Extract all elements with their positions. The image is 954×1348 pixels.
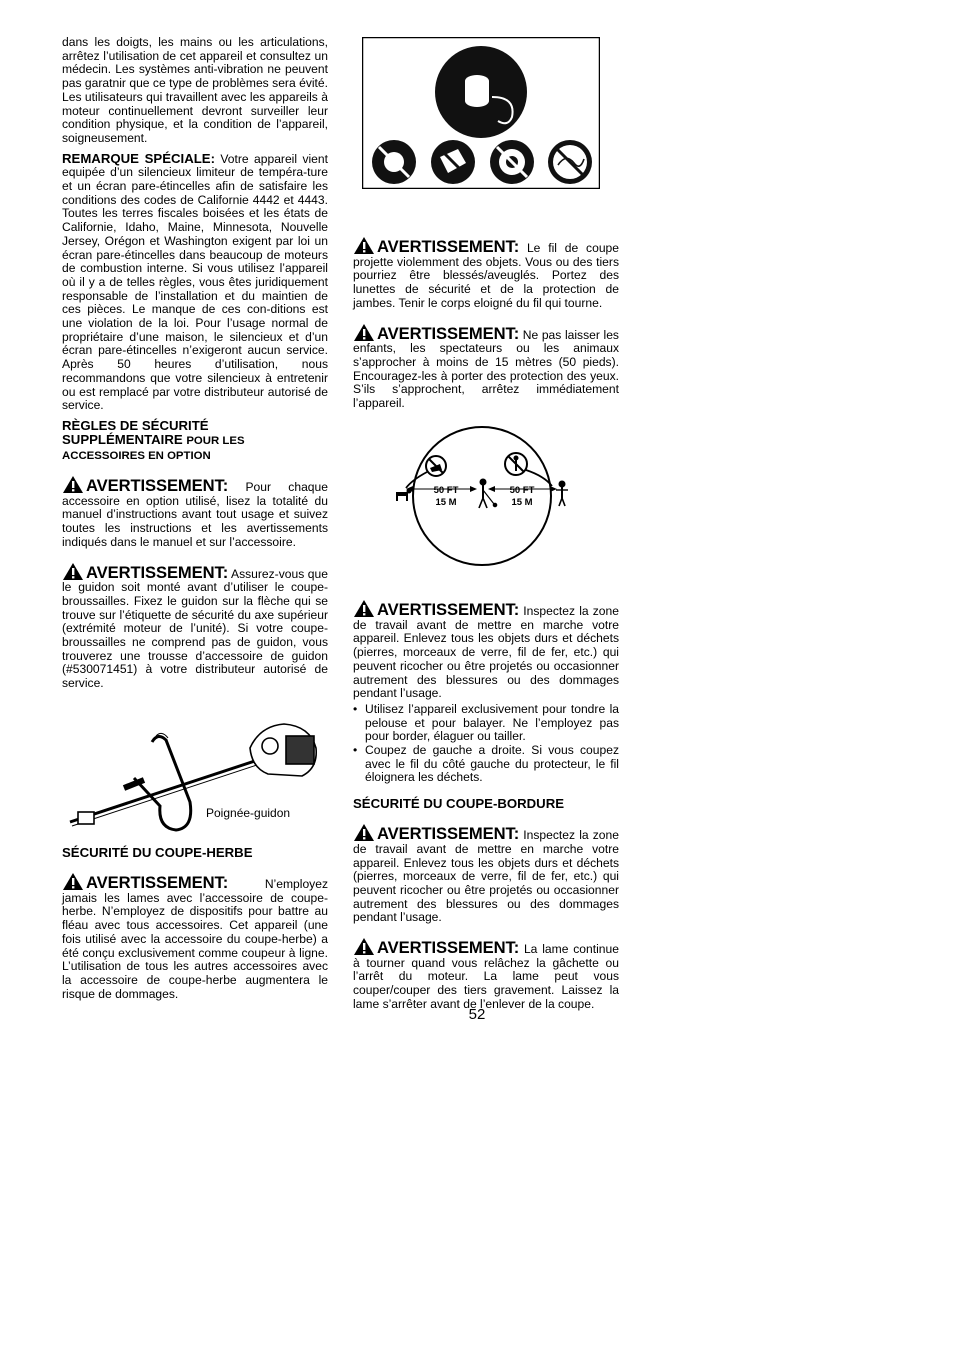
prohibited-saw-icon (431, 140, 475, 184)
warning-5 (353, 323, 619, 411)
warning-3 (62, 872, 328, 1001)
dog-figure-icon (396, 489, 412, 502)
no-animals-icon (426, 456, 446, 476)
warning-triangle-icon (353, 823, 375, 842)
warning-triangle-icon (62, 872, 84, 891)
distance-m-right: 15 M (511, 497, 533, 508)
page-number: 52 (468, 1006, 486, 1023)
warning-1-label: AVERTISSEMENT: (86, 475, 229, 495)
bystander-figure-icon (556, 481, 568, 506)
distance-m-left: 15 M (435, 497, 457, 508)
right-column-upper (353, 236, 619, 411)
prohibited-brush-icon (490, 140, 534, 184)
warning-5-text: Ne pas laisser les enfants, les spectateurs ou les animaux s’approcher à moins de 15 mètres (50 pieds). Encouragez-les à porter des protection des yeux. S’ils s’approchent, arrêtez immédiatement l’appareil. (353, 327, 619, 411)
warning-triangle-icon (62, 562, 84, 581)
warning-1 (62, 475, 328, 550)
safety-pictogram-panel (362, 37, 600, 189)
edger-heading: SÉCURITÉ DU COUPE-BORDURE (353, 796, 565, 812)
left-column-lower (62, 846, 328, 1001)
accessory-heading (62, 419, 328, 463)
prohibited-line-icon (548, 140, 592, 184)
special-note (62, 152, 328, 413)
grass-heading: SÉCURITÉ DU COUPE-HERBE (62, 845, 253, 860)
warning-4-text: Le fil de coupe projette violemment des objets. Vous ou des tiers pourriez être blessés/aveuglés. Portez des lunettes de sécurité et de la protection de jambes. Tenir le corps eloigné du fil qui tourne. (353, 241, 619, 310)
warning-triangle-icon (353, 937, 375, 956)
warning-8-label: AVERTISSEMENT: (377, 938, 520, 958)
special-note-text: Votre appareil vient equipée d’un silencieux limiteur de tempéra-ture et un écran pare-étincelles afin de satisfaire les conditions des codes de Californie 4442 et 4443. Toutes les terres fiscales boisées et les états de Californie, Idaho, Maine, Minnesota, Nouvelle Jersey, Orégon et Washington exigent par loi un écran pare-étincelles dans beaucoup de moteurs de combustion interne. Si vous utilisez l’appareil où il y a de telles règles, vous êtes juridiquement responsable de l’installation et du maintien de ces pièces. Le manque de ces con-ditions est une violation de la loi. Pour l’usage normal de propriétaire d’une maison, le silencieux et d’un écran pare-étincelles n’exigeront aucun service. Après 50 heures d’utilisation, nous recommandons que votre silencieux à entretenir ou est remplacé par votre distributeur autorisé de service. (62, 151, 328, 413)
warning-2-text: Assurez-vous que le guidon soit monté avant d’utiliser le coupe-broussailles. Fixez le guidon sur la flèche qui se trouve sur l’étiquette de sécurité du axe supérieur (extrémité moteur de l’unité). Si votre coupe-broussailles ne comprend pas de guidon, vous trouverez une trousse d’accessoire de guidon (#530071451) à votre distributeur autorisé de service. (62, 566, 328, 691)
accessory-heading-main: RÈGLES DE SÉCURITÉ SUPPLÉMENTAIRE (62, 417, 209, 447)
warning-6-label: AVERTISSEMENT: (377, 600, 520, 619)
warning-1-text: Pour chaque accessoire en option utilisé, lisez la totalité du manuel d’instructions avant tout usage et suivez toutes les instructions et les avertissements indiqués dans le manuel et sur l’accessoire. (62, 479, 328, 549)
special-note-label: REMARQUE SPÉCIALE: (62, 150, 215, 166)
safety-distance-diagram (394, 424, 572, 570)
warning-6 (353, 599, 619, 701)
warning-6-text: Inspectez la zone de travail avant de mettre en marche votre appareil. Enlevez tous les objets durs et déchets (pierres, morceaux de verre, fil de fer, etc.) qui peuvent ricocher ou être projetés ou occasionner autrement des blessures ou des dommages pendant l’usage. (353, 604, 619, 701)
warning-triangle-icon (353, 323, 375, 342)
right-column-lower (353, 599, 619, 1012)
warning-8 (353, 937, 619, 1012)
warning-3-label: AVERTISSEMENT: (86, 873, 229, 892)
warning-triangle-icon (353, 599, 375, 618)
warning-2 (62, 562, 328, 691)
no-bystanders-icon (505, 453, 527, 475)
warning-3-text: N’employez jamais les lames avec l’accessoire de coupe-herbe. N’employez de dispositifs pour battre au fléau avec tous accessoires. Cet appareil (une fois utilisé avec la accessoire du coupe-herbe) a été conçu exclusivement comme coupeur à ligne. L’utilisation de tous les autres accessoires avec la accessoire de coupe-herbe augmentera le risque de dommages. (62, 877, 328, 1001)
distance-ft-left: 50 FT (433, 485, 459, 496)
intro-paragraph: dans les doigts, les mains ou les articulations, arrêtez l’utilisation de cet appareil et consultez un médecin. Les systèmes anti-vibration ne peuvent pas garatnir que ce type de problèmes sera évité. Les utilisateurs qui travaillent avec les appareils à moteur continuellement devront surveiller leur condition physique, et la condition de l’appareil, soigneusement. (62, 35, 328, 145)
warning-triangle-icon (62, 475, 84, 494)
prohibited-blade-icon (372, 140, 416, 184)
warning-7 (353, 823, 619, 925)
bullet-item: • Utilisez l’appareil exclusivement pour tondre la pelouse et pour balayer. Ne l’employez pas pour border, élaguer ou tailler. (353, 703, 619, 744)
usage-bullets (353, 703, 619, 785)
bullet-item: • Coupez de gauche a droite. Si vous coupez avec le fil du côté gauche du protecteur, le fil éloignera les déchets. (353, 744, 619, 785)
distance-ft-right: 50 FT (509, 485, 535, 496)
warning-4 (353, 236, 619, 311)
warning-triangle-icon (353, 236, 375, 255)
warning-2-label: AVERTISSEMENT: (86, 562, 229, 582)
accessory-heading-small: POUR LES ACCESSOIRES EN OPTION (62, 434, 245, 462)
left-column (62, 36, 328, 691)
warning-8-text: La lame continue à tourner quand vous relâchez la gâchette ou l’arrêt du moteur. La lame peut vous couper/couper des tiers gravement. Laissez la lame s’arrêter avant de l’enlever de la coupe. (353, 942, 619, 1011)
handle-caption: Poignée-guidon (206, 806, 291, 820)
warning-7-text: Inspectez la zone de travail avant de mettre en marche votre appareil. Enlevez tous les objets durs et déchets (pierres, morceaux de verre, fil de fer, etc.) qui peuvent ricocher ou être projetés ou occasionner autrement des blessures ou des dommages pendant l’usage. (353, 828, 619, 925)
trimmer-handle-figure (64, 718, 328, 834)
warning-4-label: AVERTISSEMENT: (377, 237, 520, 256)
warning-5-label: AVERTISSEMENT: (377, 323, 520, 343)
warning-7-label: AVERTISSEMENT: (377, 824, 520, 844)
